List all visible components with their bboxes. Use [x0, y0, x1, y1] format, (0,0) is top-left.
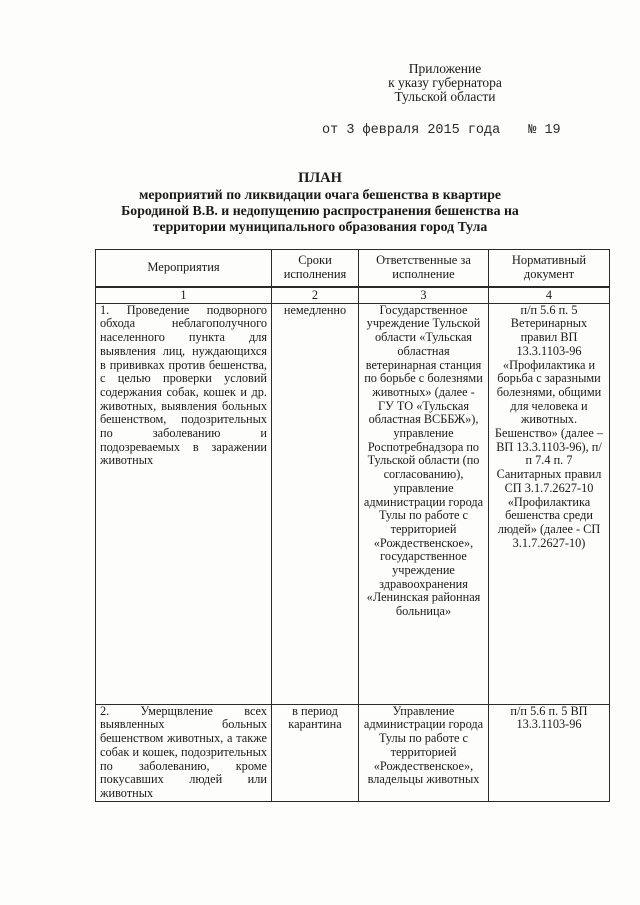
column-number: 4 [489, 287, 610, 303]
responsible-cell: Государственное учреждение Тульской области «Тульская областная ветеринарная станция по борьбе с болезнями животных» (далее - ГУ ТО «Тульская областная ВСББЖ»), управление Роспотребнадзора по Тульской области (по согласованию), управление администрации города Тулы по работе с территорией «Рождественское», государственное учреждение здравоохранения «Ленинская районная больница» [359, 303, 489, 704]
decree-number: № 19 [528, 123, 561, 138]
deadline-cell: в период карантина [272, 704, 359, 801]
column-number: 2 [272, 287, 359, 303]
table-row [96, 303, 610, 704]
date-prefix: от [322, 123, 339, 138]
appendix-block [380, 62, 510, 104]
subtitle-line: территории муниципального образования город Тула [152, 219, 488, 234]
appendix-line: к указу губернатора [388, 75, 502, 90]
document-cell: п/п 5.6 п. 5 ВП 13.3.1103-96 [489, 704, 610, 801]
document-cell: п/п 5.6 п. 5 Ветеринарных правил ВП 13.3.1103-96 «Профилактика и борьба с заразными болезнями, общими для человека и животных. Бешенство» (далее – ВП 13.3.1103-96), п/п 7.4 п. 7 Санитарных правил СП 3.1.7.2627-10 «Профилактика бешенства среди людей» (далее - СП 3.1.7.2627-10) [489, 303, 610, 704]
decree-date: 3 февраля 2015 года [346, 123, 501, 138]
deadline-cell: немедленно [272, 303, 359, 704]
subtitle-line: мероприятий по ликвидации очага бешенства в квартире [138, 187, 502, 202]
appendix-line: Тульской области [394, 89, 496, 104]
plan-table [95, 249, 610, 802]
column-number: 3 [359, 287, 489, 303]
table-row [96, 704, 610, 801]
subtitle-line: Бородиной В.В. и недопущению распространения бешенства на [121, 203, 519, 218]
document-title: ПЛАН [298, 170, 342, 186]
document-subtitle [95, 187, 545, 235]
responsible-cell: Управление администрации города Тулы по работе с территорией «Рождественское», владельцы животных [359, 704, 489, 801]
appendix-line: Приложение [408, 61, 482, 76]
column-number-row [96, 287, 610, 303]
header-document: Нормативный документ [489, 250, 610, 288]
header-deadlines: Сроки исполнения [272, 250, 359, 288]
table-header-row [96, 250, 610, 288]
decree-date-line [322, 123, 561, 138]
column-number: 1 [96, 287, 272, 303]
header-responsible: Ответственные за исполнение [359, 250, 489, 288]
activity-cell: 1. Проведение подворного обхода неблагополучного населенного пункта для выявления лиц, нуждающихся в прививках против бешенства, с целью проверки условий содержания собак, кошек и др. животных, выявления больных бешенством, подозрительных по заболеванию и подозреваемых в заражении животных [96, 303, 272, 704]
activity-cell: 2. Умерщвление всех выявленных больных бешенством животных, а также собак и кошек, подозрительных по заболеванию, кроме покусавших людей или животных [96, 704, 272, 801]
header-activities: Мероприятия [96, 250, 272, 288]
